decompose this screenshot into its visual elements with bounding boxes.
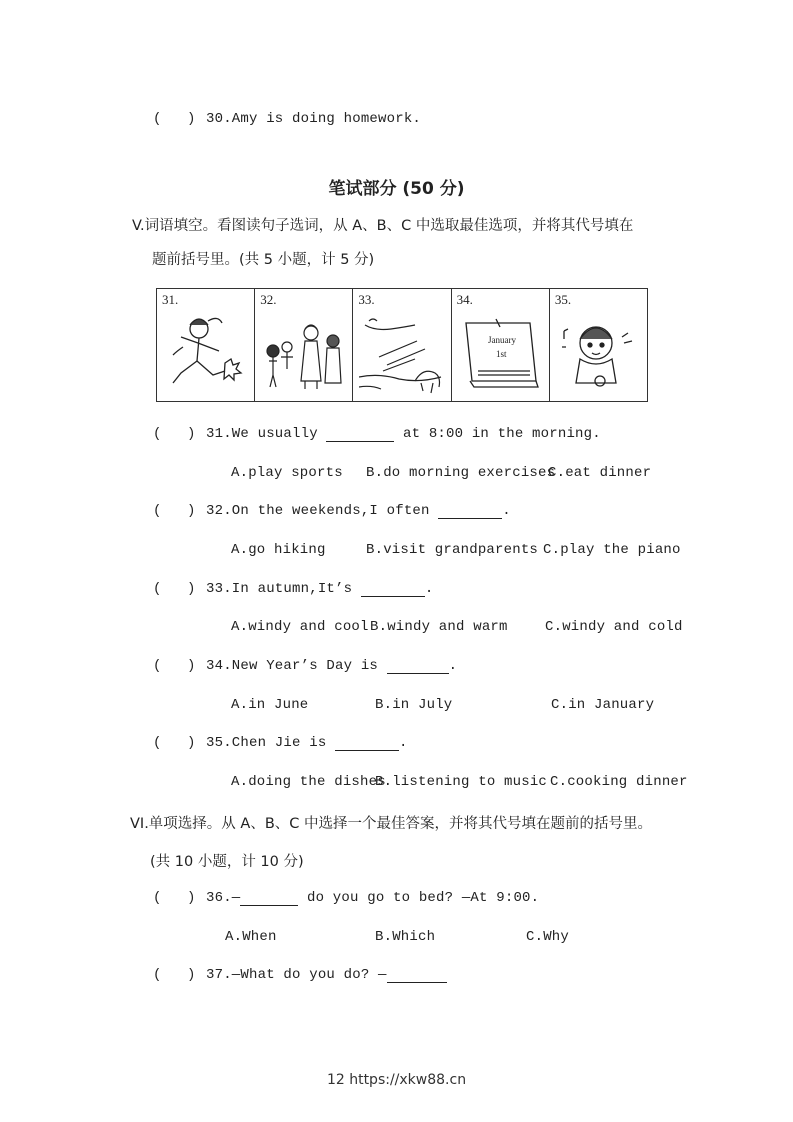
answer-paren-30[interactable]: ( ) [153,111,196,127]
answer-paren-36[interactable]: ( ) [153,890,196,906]
option-31a: A.play sports [231,465,343,481]
section-6-instruction-line2: (共 10 小题，计 10 分) [150,854,304,870]
picture-table [156,288,648,402]
answer-paren-33[interactable]: ( ) [153,581,196,597]
option-31b: B.do morning exercises [366,465,556,481]
option-32c: C.play the piano [543,542,681,558]
picture-cell-33: 33. [353,289,451,401]
section-6-instruction-line1: VI.单项选择。从 A、B、C 中选择一个最佳答案，并将其代号填在题前的括号里。 [130,816,653,832]
option-34b: B.in July [375,697,453,713]
option-35c: C.cooking dinner [550,774,688,790]
answer-paren-35[interactable]: ( ) [153,735,196,751]
option-32b: B.visit grandparents [366,542,539,558]
answer-paren-37[interactable]: ( ) [153,967,196,983]
page-footer: 12 https://xkw88.cn [326,1072,467,1088]
option-32a: A.go hiking [231,542,326,558]
question-36-text: 36.— do you go to bed? —At 9:00. [206,890,540,906]
option-31c: C.eat dinner [548,465,652,481]
question-30-text: 30.Amy is doing homework. [206,111,422,127]
answer-blank-37[interactable] [387,968,447,983]
option-35a: A.doing the dishes [231,774,386,790]
answer-paren-34[interactable]: ( ) [153,658,196,674]
section-title: 笔试部分 (50 分) [328,179,465,199]
option-33c: C.windy and cold [545,619,683,635]
section-5-instruction-line2: 题前括号里。(共 5 小题，计 5 分) [152,252,375,268]
question-34-text: 34.New Year’s Day is . [206,658,458,674]
picture-cell-32: 32. [255,289,353,401]
question-31-text: 31.We usually at 8:00 in the morning. [206,426,601,442]
picture-cell-31: 31. [157,289,255,401]
option-35b: B.listening to music [375,774,548,790]
option-36b: B.Which [375,929,436,945]
answer-blank-36[interactable] [240,891,298,906]
svg-text:1st: 1st [495,349,507,359]
girl-exercising-icon [163,311,248,397]
option-36a: A.When [225,929,277,945]
question-37-text: 37.—What do you do? — [206,967,447,983]
answer-blank-33[interactable] [361,582,425,597]
answer-paren-31[interactable]: ( ) [153,426,196,442]
option-36c: C.Why [526,929,570,945]
calendar-icon [458,311,543,397]
option-34a: A.in June [231,697,309,713]
question-33-text: 33.In autumn,It’s . [206,581,434,597]
windy-landscape-icon [359,311,444,397]
answer-blank-35[interactable] [335,736,399,751]
question-32-text: 32.On the weekends,I often . [206,503,511,519]
option-33b: B.windy and warm [370,619,508,635]
option-34c: C.in January [551,697,655,713]
girl-listening-music-icon [556,311,641,397]
section-5-instruction-line1: V.词语填空。看图读句子选词，从 A、B、C 中选取最佳选项，并将其代号填在 [132,218,634,234]
answer-paren-32[interactable]: ( ) [153,503,196,519]
question-35-text: 35.Chen Jie is . [206,735,408,751]
picture-cell-34: 34. January 1st [452,289,550,401]
family-visit-icon [261,311,346,397]
option-33a: A.windy and cool [231,619,369,635]
svg-text:January: January [487,335,516,345]
answer-blank-31[interactable] [326,427,394,442]
answer-blank-32[interactable] [438,504,502,519]
answer-blank-34[interactable] [387,659,449,674]
picture-cell-35: 35. [550,289,647,401]
